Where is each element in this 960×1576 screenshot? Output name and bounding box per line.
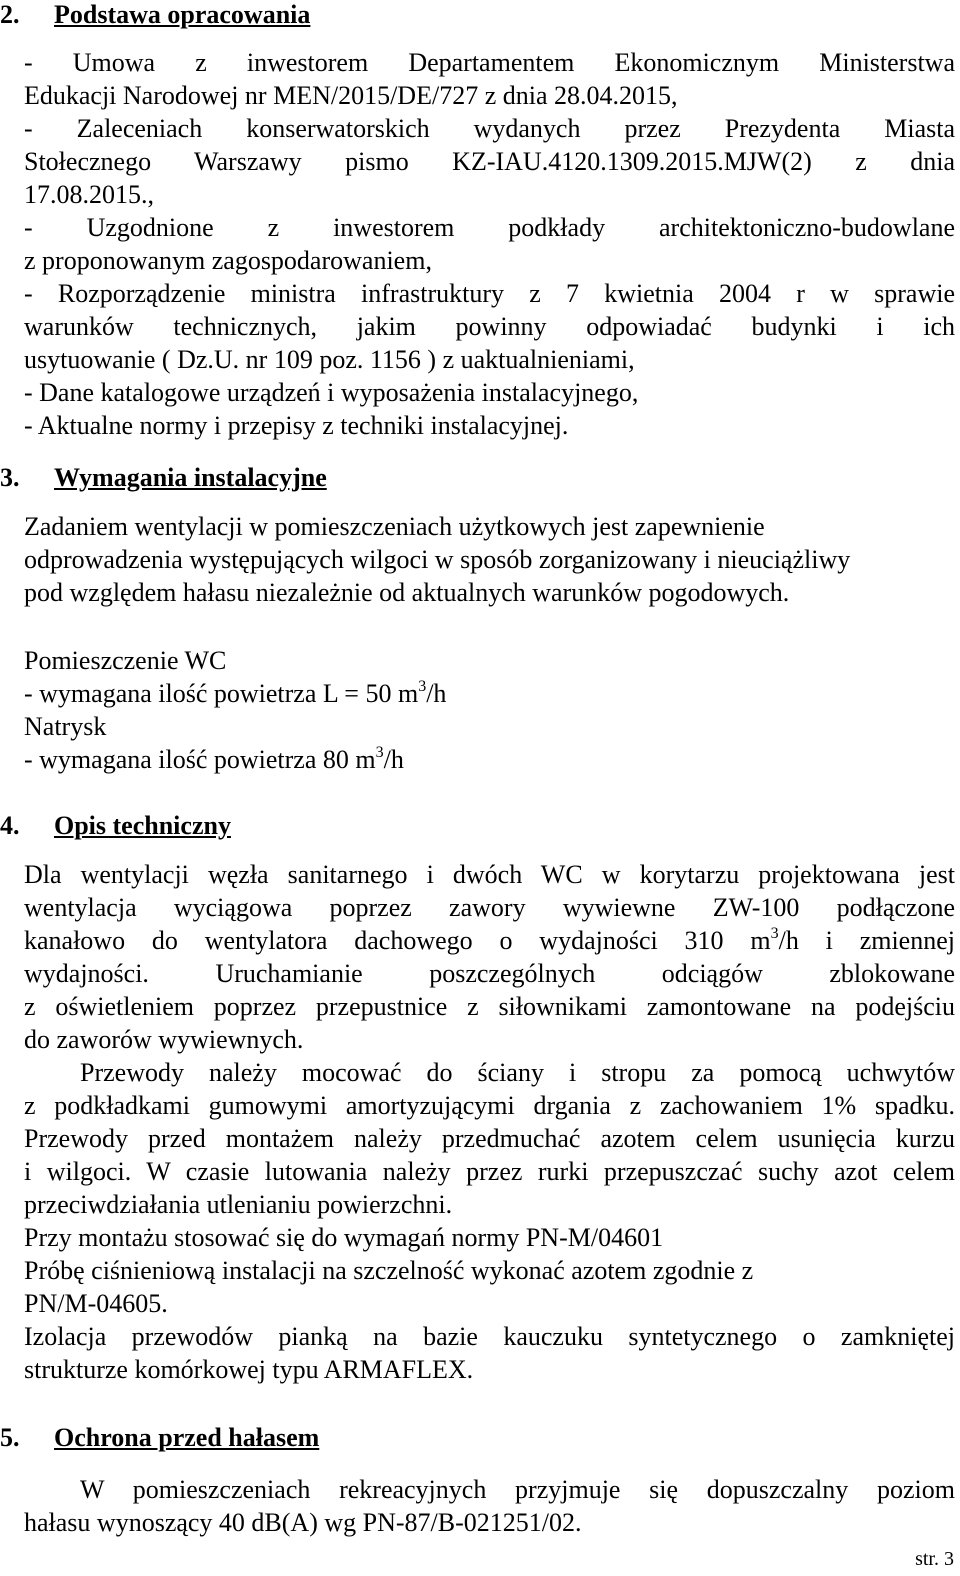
- paragraph-line: do zaworów wywiewnych.: [24, 1025, 304, 1054]
- paragraph-line: Przewody należy mocować do ściany i stropu za pomocą uchwytów: [80, 1058, 955, 1087]
- paragraph-line: z oświetleniem poprzez przepustnice z siłownikami zamontowane na podejściu: [24, 992, 955, 1021]
- section-2-list: [24, 46, 955, 442]
- section-3-requirements: [24, 644, 955, 776]
- room-label-wc: Pomieszczenie WC: [24, 646, 227, 675]
- page-number: str. 3: [915, 1548, 954, 1570]
- section-3-paragraph: [24, 510, 955, 609]
- list-line: z proponowanym zagospodarowaniem,: [24, 246, 432, 275]
- list-line: - Uzgodnione z inwestorem podkłady architektoniczno-budowlane: [24, 213, 955, 242]
- airflow-wc: [24, 677, 955, 710]
- section-2-heading: [0, 0, 310, 31]
- paragraph-line: Dla wentylacji węzła sanitarnego i dwóch WC w korytarzu projektowana jest: [24, 860, 955, 889]
- list-line: - Rozporządzenie ministra infrastruktury z 7 kwietnia 2004 r w sprawie: [24, 279, 955, 308]
- section-number: 4.: [0, 811, 20, 840]
- paragraph-line: Próbę ciśnieniową instalacji na szczelność wykonać azotem zgodnie z: [24, 1256, 754, 1285]
- paragraph-line: W pomieszczeniach rekreacyjnych przyjmuje się dopuszczalny poziom: [80, 1475, 955, 1504]
- paragraph-line: PN/M-04605.: [24, 1289, 168, 1318]
- paragraph-line: pod względem hałasu niezależnie od aktualnych warunków pogodowych.: [24, 578, 790, 607]
- section-3-heading: [0, 461, 327, 494]
- list-line: - Aktualne normy i przepisy z techniki instalacyjnej.: [24, 411, 569, 440]
- list-line: warunków technicznych, jakim powinny odpowiadać budynki i ich: [24, 312, 955, 341]
- section-4-body: [24, 858, 955, 1386]
- unit-superscript: 3: [418, 678, 427, 695]
- paragraph-line: odprowadzenia występujących wilgoci w sposób zorganizowany i nieuciążliwy: [24, 545, 851, 574]
- section-number: 3.: [0, 463, 20, 492]
- section-title: Opis techniczny: [54, 811, 231, 840]
- paragraph-text: kanałowo do wentylatora dachowego o wydajności 310 m: [24, 926, 771, 955]
- airflow-wc-text: - wymagana ilość powietrza L = 50 m: [24, 679, 419, 708]
- unit-tail: /h: [426, 679, 447, 708]
- paragraph-line: przeciwdziałania utlenianiu powierzchni.: [24, 1190, 453, 1219]
- paragraph-line: i wilgoci. W czasie lutowania należy przez rurki przepuszczać suchy azot celem: [24, 1157, 955, 1186]
- paragraph-line: Przy montażu stosować się do wymagań normy PN-M/04601: [24, 1223, 664, 1252]
- section-number: 5.: [0, 1423, 20, 1452]
- section-title: Wymagania instalacyjne: [54, 463, 327, 492]
- list-line: Stołecznego Warszawy pismo KZ-IAU.4120.1309.2015.MJW(2) z dnia: [24, 147, 955, 176]
- paragraph-line: Zadaniem wentylacji w pomieszczeniach użytkowych jest zapewnienie: [24, 512, 765, 541]
- list-line: 17.08.2015.,: [24, 180, 154, 209]
- room-label-shower: Natrysk: [24, 712, 107, 741]
- section-5-heading: [0, 1421, 319, 1454]
- paragraph-line: Przewody przed montażem należy przedmuchać azotem celem usunięcia kurzu: [24, 1124, 955, 1153]
- section-title: Podstawa opracowania: [54, 0, 311, 29]
- unit-superscript: 3: [770, 925, 779, 942]
- section-number: 2.: [0, 0, 20, 29]
- paragraph-line: z podkładkami gumowymi amortyzującymi drgania z zachowaniem 1% spadku.: [24, 1091, 955, 1120]
- list-line: - Umowa z inwestorem Departamentem Ekonomicznym Ministerstwa: [24, 48, 955, 77]
- list-line: Edukacji Narodowej nr MEN/2015/DE/727 z dnia 28.04.2015,: [24, 81, 678, 110]
- paragraph-line: strukturze komórkowej typu ARMAFLEX.: [24, 1355, 474, 1384]
- unit-superscript: 3: [375, 744, 384, 761]
- unit-tail: /h: [383, 745, 404, 774]
- airflow-shower-text: - wymagana ilość powietrza 80 m: [24, 745, 376, 774]
- paragraph-line: [24, 924, 955, 957]
- section-5-body: [24, 1473, 955, 1539]
- airflow-shower: [24, 743, 955, 776]
- section-title: Ochrona przed hałasem: [54, 1423, 320, 1452]
- paragraph-text: /h i zmiennej: [778, 926, 955, 955]
- section-4-heading: [0, 809, 231, 842]
- list-line: - Zaleceniach konserwatorskich wydanych przez Prezydenta Miasta: [24, 114, 955, 143]
- paragraph-line: Izolacja przewodów pianką na bazie kauczuku syntetycznego o zamkniętej: [24, 1322, 955, 1351]
- paragraph-line: wydajności. Uruchamianie poszczególnych odciągów zblokowane: [24, 959, 955, 988]
- list-line: usytuowanie ( Dz.U. nr 109 poz. 1156 ) z uaktualnieniami,: [24, 345, 635, 374]
- paragraph-line: hałasu wynoszący 40 dB(A) wg PN-87/B-021251/02.: [24, 1508, 582, 1537]
- paragraph-line: wentylacja wyciągowa poprzez zawory wywiewne ZW-100 podłączone: [24, 893, 955, 922]
- list-line: - Dane katalogowe urządzeń i wyposażenia instalacyjnego,: [24, 378, 639, 407]
